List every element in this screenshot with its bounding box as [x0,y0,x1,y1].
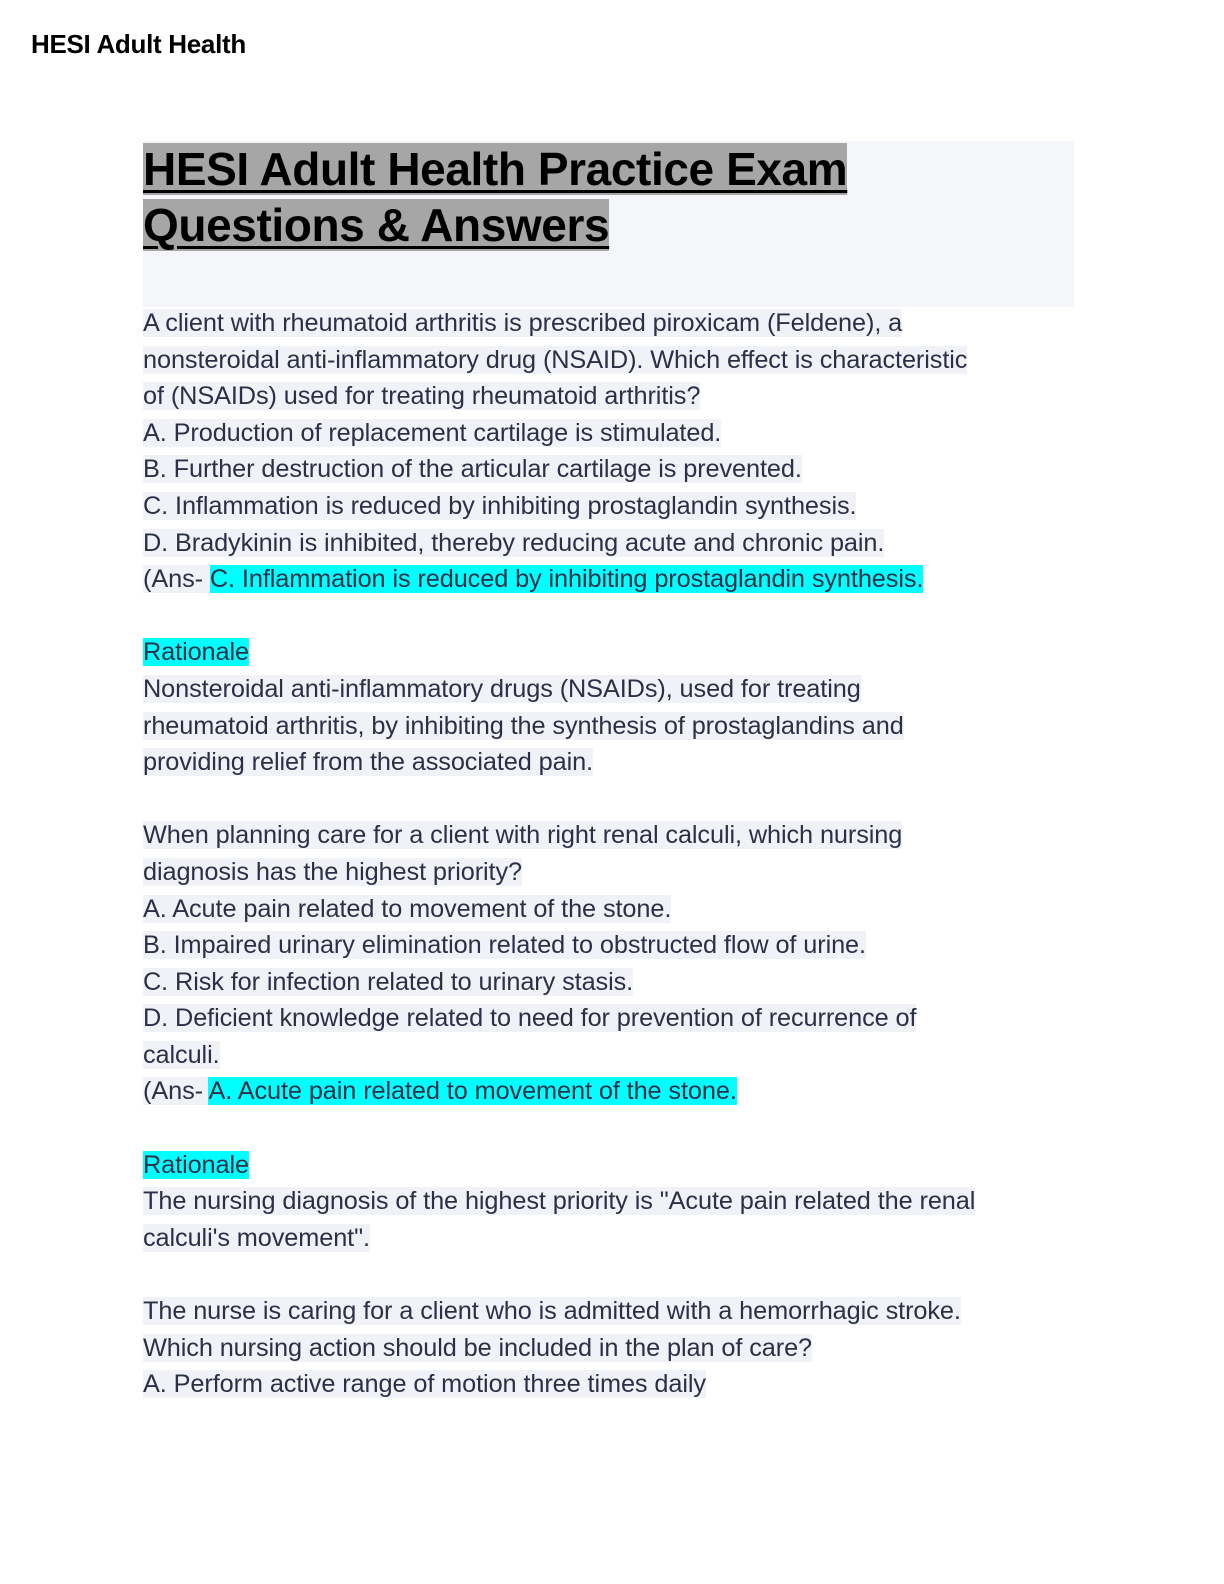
question-3 [143,1293,1083,1403]
answer-highlight: A. Acute pain related to movement of the stone. [208,1077,737,1106]
document-title [143,141,1074,253]
question-3-stem: The nurse is caring for a client who is admitted with a hemorrhagic stroke. [143,1297,961,1326]
question-3-stem: Which nursing action should be included in the plan of care? [143,1333,813,1362]
question-2 [143,817,1083,1256]
title-line-2: Questions & Answers [143,199,610,251]
answer-prefix: (Ans- [143,565,210,594]
rationale-label: Rationale [143,1150,249,1179]
question-2-stem: When planning care for a client with right renal calculi, which nursing [143,821,903,850]
question-2-option-c: C. Risk for infection related to urinary stasis. [143,967,634,996]
question-2-rationale: The nursing diagnosis of the highest priority is "Acute pain related the renal [143,1187,976,1216]
question-1-rationale: rheumatoid arthritis, by inhibiting the synthesis of prostaglandins and [143,711,904,740]
title-line-1: HESI Adult Health Practice Exam [143,143,848,195]
question-1-option-d: D. Bradykinin is inhibited, thereby reducing acute and chronic pain. [143,528,885,557]
question-1-rationale: providing relief from the associated pain. [143,748,593,777]
question-2-answer [143,1073,1083,1110]
question-1-rationale: Nonsteroidal anti-inflammatory drugs (NSAIDs), used for treating [143,674,861,703]
question-1-stem: nonsteroidal anti-inflammatory drug (NSAID). Which effect is characteristic [143,345,968,374]
running-header: HESI Adult Health [31,29,246,59]
question-1-stem: A client with rheumatoid arthritis is prescribed piroxicam (Feldene), a [143,309,903,337]
question-1-option-b: B. Further destruction of the articular cartilage is prevented. [143,455,802,484]
rationale-label: Rationale [143,638,249,667]
question-1-stem: of (NSAIDs) used for treating rheumatoid arthritis? [143,382,701,411]
title-block [143,141,1074,307]
question-1-answer [143,561,1083,598]
question-1-option-a: A. Production of replacement cartilage is stimulated. [143,418,722,447]
question-2-option-d-cont: calculi. [143,1040,220,1069]
question-2-option-a: A. Acute pain related to movement of the stone. [143,894,672,923]
question-1-option-c: C. Inflammation is reduced by inhibiting prostaglandin synthesis. [143,491,857,520]
question-2-option-d: D. Deficient knowledge related to need for prevention of recurrence of [143,1004,917,1033]
question-3-option-a: A. Perform active range of motion three times daily [143,1370,706,1399]
answer-prefix: (Ans- [143,1077,209,1106]
answer-highlight: C. Inflammation is reduced by inhibiting prostaglandin synthesis. [209,565,924,594]
question-2-rationale: calculi's movement". [143,1223,370,1252]
document-body [143,305,1083,1403]
question-1 [143,305,1083,781]
question-2-stem: diagnosis has the highest priority? [143,857,522,886]
question-2-option-b: B. Impaired urinary elimination related to obstructed flow of urine. [143,931,866,960]
